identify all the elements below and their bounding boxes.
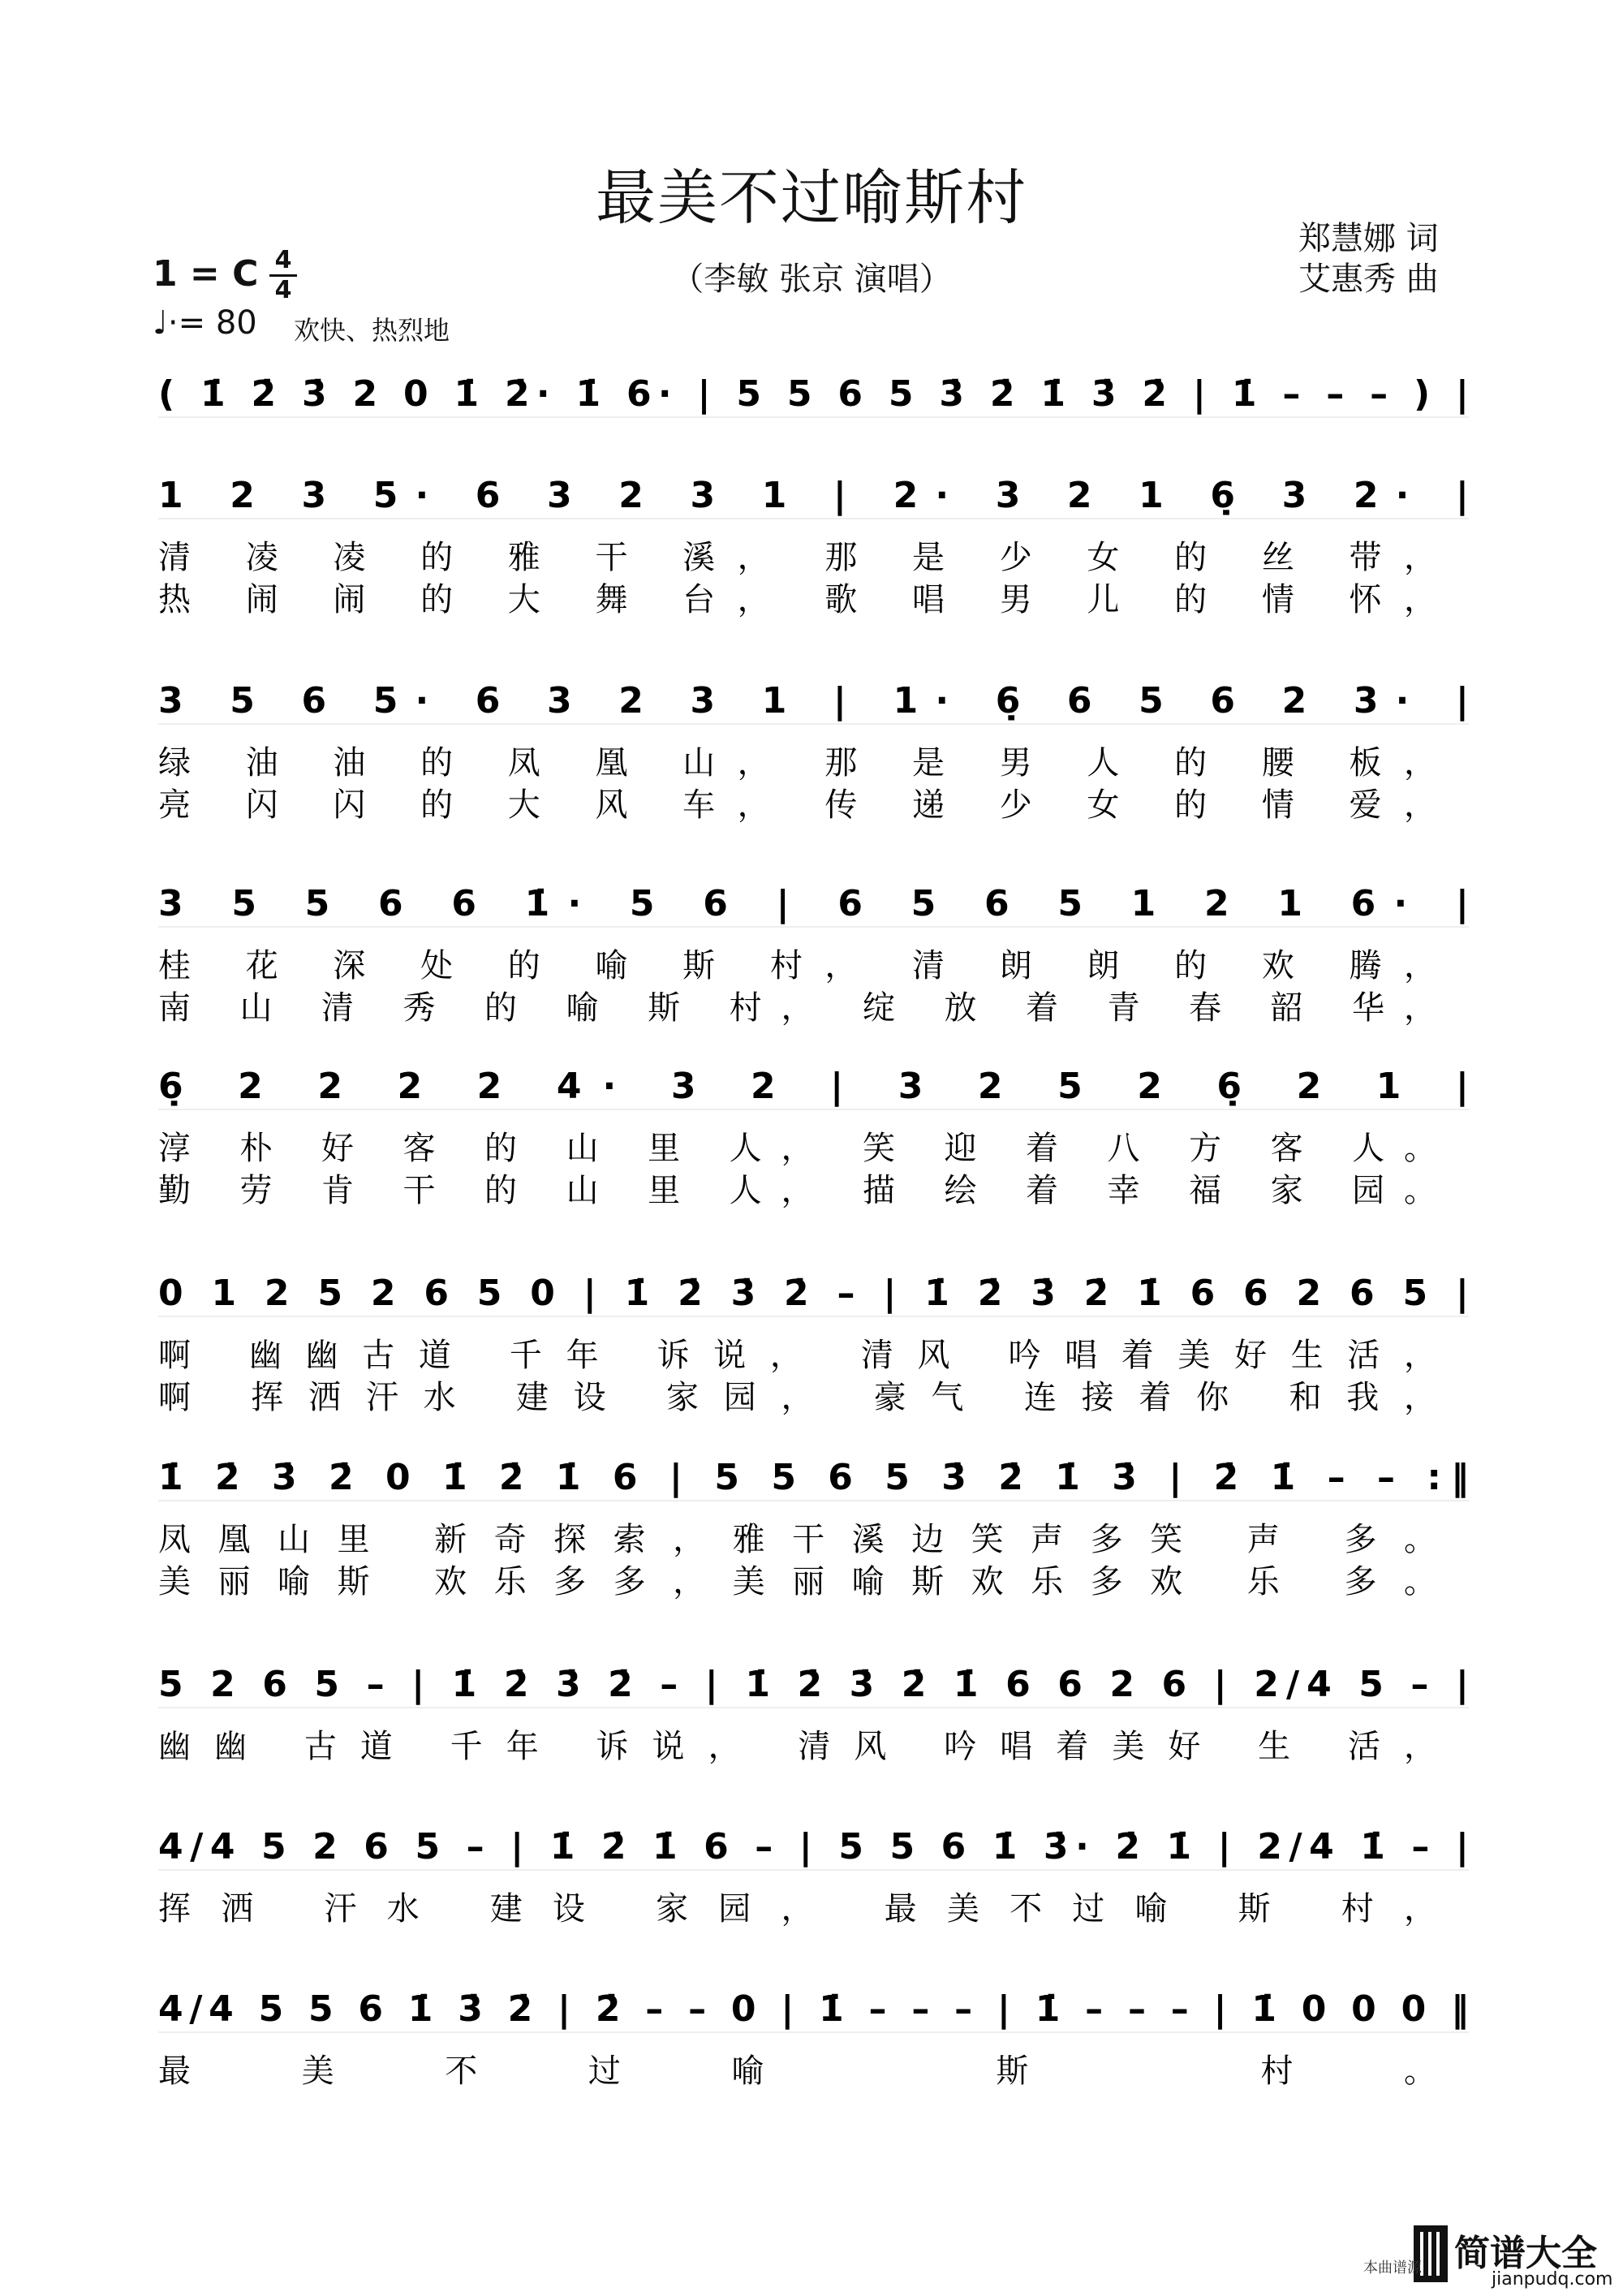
watermark-url: jianpudq.com bbox=[1492, 2269, 1613, 2290]
lyric-line: 挥洒 汗水 建设 家园， 最美不过喻 斯 村， bbox=[158, 1890, 1436, 1928]
time-signature-bottom: 4 bbox=[274, 276, 292, 304]
score-system bbox=[158, 1826, 1469, 1928]
score-system bbox=[158, 680, 1469, 824]
time-signature-top: 4 bbox=[274, 246, 292, 274]
lyric-line: 热 闹 闹 的 大 舞 台， 歌 唱 男 儿 的 情 怀， bbox=[158, 581, 1437, 618]
watermark-text: 本曲谱源 bbox=[1363, 2259, 1422, 2277]
score-system bbox=[158, 1988, 1469, 2090]
notation-line: 1 2 3 5· 6 3 2 3 1 | 2· 3 2 1 6̣ 3 2· | bbox=[158, 475, 1469, 516]
performers: （李敏 张京 演唱） bbox=[671, 261, 952, 298]
lyric-line: 南 山 清 秀 的 喻 斯 村， 绽 放 着 青 春 韶 华， bbox=[158, 989, 1436, 1027]
lyric-line: 最美不过喻 斯 村。 bbox=[158, 2053, 1436, 2090]
lyric-line: 啊 挥洒汗水 建设 家园， 豪气 连接着你 和我， bbox=[158, 1379, 1436, 1416]
lyric-line: 啊 幽幽古道 千年 诉说， 清风 吟唱着美好生活， bbox=[158, 1337, 1436, 1374]
score-system bbox=[158, 1273, 1469, 1416]
score-system bbox=[158, 883, 1469, 1027]
score-system bbox=[158, 1457, 1469, 1600]
expression-mark: 欢快、热烈地 bbox=[294, 315, 450, 346]
notation-line: 4/4 5 5 6 1̇ 3̇ 2̇ | 2̇ – – 0 | 1̇ – – – | 1̇ – – – | 1̇ 0 0 0 ‖ bbox=[158, 1988, 1470, 2030]
score-system bbox=[158, 373, 1469, 417]
lyric-line: 绿 油 油 的 凤 凰 山， 那 是 男 人 的 腰 板， bbox=[158, 744, 1437, 782]
notation-line: ( 1̇ 2̇ 3̇ 2 0 1̇ 2̇· 1̇ 6· | 5 5 6 5 3̇ 2̇ 1̇ 3̇ 2̇ | 1̇ – – – ) | bbox=[158, 373, 1469, 415]
lyric-line: 桂 花 深 处 的 喻 斯 村， 清 朗 朗 的 欢 腾， bbox=[158, 947, 1437, 984]
lyricist: 郑慧娜 词 bbox=[1298, 220, 1439, 257]
score-system bbox=[158, 1066, 1469, 1209]
notation-line: 3 5 6 5· 6 3 2 3 1 | 1· 6̣ 6 5 6 2 3· | bbox=[158, 680, 1469, 722]
score-system bbox=[158, 1664, 1469, 1765]
notation-line: 4/4 5 2 6 5 – | 1̇ 2̇ 1̇ 6 – | 5 5 6 1̇ 3̇· 2̇ 1̇ | 2/4 1̇ – | bbox=[158, 1826, 1470, 1867]
notation-line: 1̇ 2̇ 3̇ 2̇ 0 1̇ 2̇ 1̇ 6 | 5 5 6 5 3̇ 2̇ 1̇ 3̇ | 2̇ 1̇ – – :‖ bbox=[158, 1457, 1469, 1498]
watermark-logo: 简谱大全 bbox=[1454, 2233, 1597, 2274]
lyric-line: 清 凌 凌 的 雅 干 溪， 那 是 少 女 的 丝 带， bbox=[158, 539, 1437, 576]
lyric-line: 勤 劳 肯 干 的 山 里 人， 描 绘 着 幸 福 家 园。 bbox=[158, 1172, 1436, 1209]
notation-line: 0 1 2 5 2 6 5 0 | 1̇ 2̇ 3̇ 2̇ – | 1̇ 2̇ 3̇ 2̇ 1̇ 6 6 2 6 5 | bbox=[158, 1273, 1470, 1314]
tempo-mark: ♩·= 80 bbox=[153, 304, 257, 342]
notation-line: 3 5 5 6 6 1̇· 5 6 | 6 5 6 5 1 2 1 6· | bbox=[158, 883, 1470, 924]
lyric-line: 淳 朴 好 客 的 山 里 人， 笑 迎 着 八 方 客 人。 bbox=[158, 1130, 1436, 1167]
lyric-line: 凤凰山里 新奇探索，雅干溪边笑声多笑 声 多。 bbox=[158, 1521, 1436, 1558]
notation-line: 6̣ 2 2 2 2 4· 3 2 | 3 2 5 2 6̣ 2 1 | bbox=[158, 1066, 1470, 1107]
lyric-line: 幽幽 古道 千年 诉说， 清风 吟唱着美好 生 活， bbox=[158, 1728, 1437, 1765]
notation-line: 5 2 6 5 – | 1̇ 2̇ 3̇ 2̇ – | 1̇ 2̇ 3̇ 2̇ 1̇ 6 6 2 6 | 2/4 5 – | bbox=[158, 1664, 1470, 1705]
key-signature: 1 = C bbox=[153, 253, 259, 295]
lyric-line: 亮 闪 闪 的 大 风 车， 传 递 少 女 的 情 爱， bbox=[158, 786, 1437, 824]
score-system bbox=[158, 475, 1469, 618]
lyric-line: 美丽喻斯 欢乐多多，美丽喻斯欢乐多欢 乐 多。 bbox=[158, 1563, 1436, 1600]
composer: 艾惠秀 曲 bbox=[1298, 261, 1439, 298]
page-title: 最美不过喻斯村 bbox=[596, 163, 1027, 233]
